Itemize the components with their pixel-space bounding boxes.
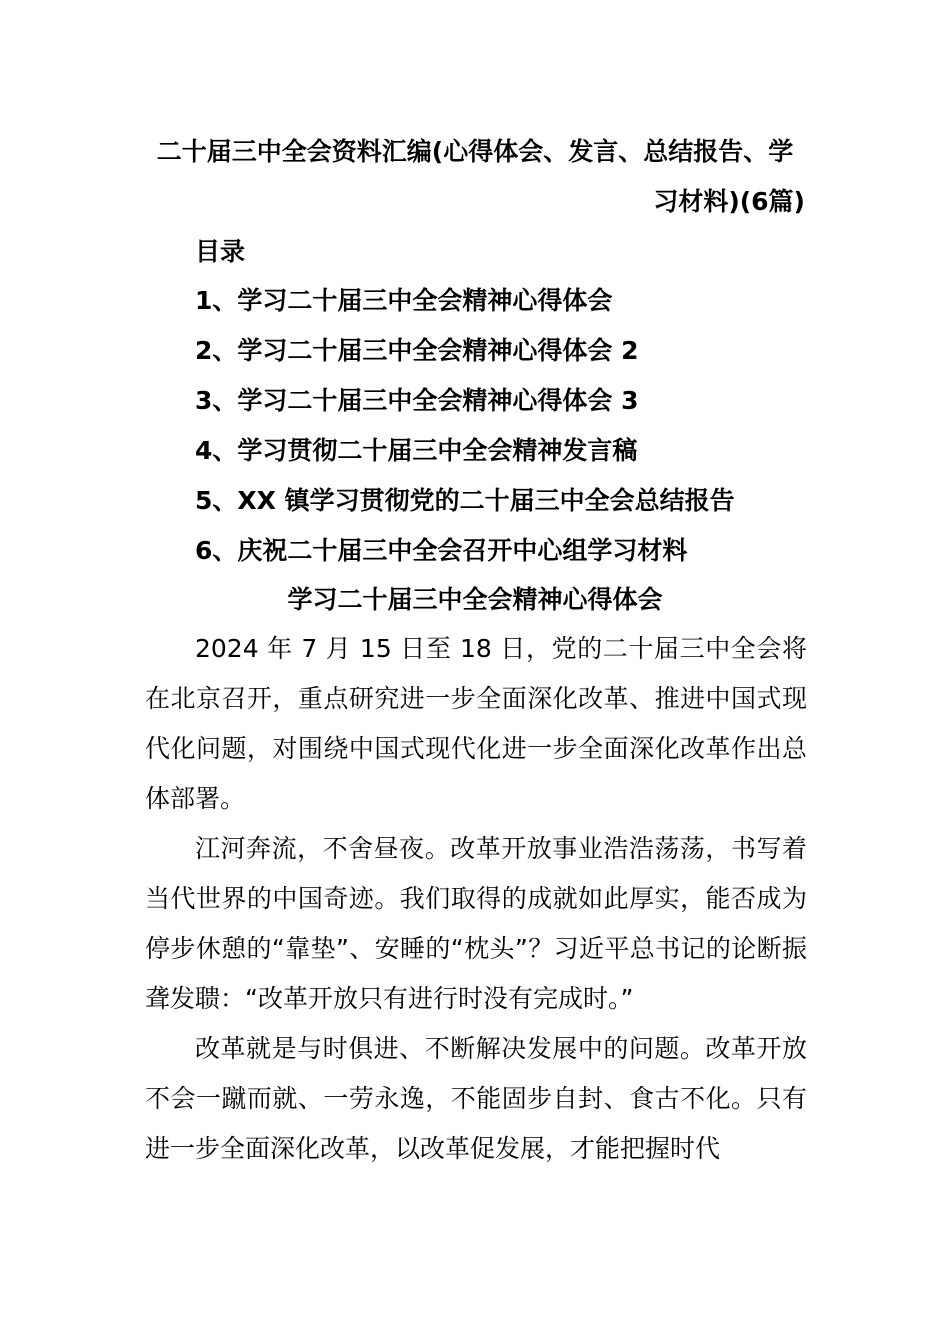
table-of-contents (195, 276, 735, 576)
toc-heading: 目录 (195, 237, 246, 266)
body-text (145, 624, 807, 1174)
toc-item: 1、学习二十届三中全会精神心得体会 (195, 286, 613, 315)
toc-item: 2、学习二十届三中全会精神心得体会 2 (195, 336, 639, 365)
toc-item: 3、学习二十届三中全会精神心得体会 3 (195, 386, 639, 415)
paragraph: 改革就是与时俱进、不断解决发展中的问题。改革开放不会一蹴而就、一劳永逸，不能固步自封、食古不化。只有进一步全面深化改革，以改革促发展，才能把握时代 (145, 1034, 807, 1163)
document-title (145, 127, 805, 227)
toc-item: 4、学习贯彻二十届三中全会精神发言稿 (195, 436, 638, 465)
paragraph: 2024 年 7 月 15 日至 18 日，党的二十届三中全会将在北京召开，重点研究进一步全面深化改革、推进中国式现代化问题，对围绕中国式现代化进一步全面深化改革作出总体部署。 (145, 634, 807, 813)
document-title-line2: 习材料)(6篇) (653, 187, 805, 216)
section-title: 学习二十届三中全会精神心得体会 (287, 585, 663, 614)
paragraph: 江河奔流，不舍昼夜。改革开放事业浩浩荡荡，书写着当代世界的中国奇迹。我们取得的成就如此厚实，能否成为停步休憩的“靠垫”、安睡的“枕头”？习近平总书记的论断振聋发聩：“改革开放只有进行时没有完成时。” (145, 834, 807, 1013)
toc-item: 6、庆祝二十届三中全会召开中心组学习材料 (195, 536, 688, 565)
toc-item: 5、XX 镇学习贯彻党的二十届三中全会总结报告 (195, 486, 735, 515)
document-title-line1: 二十届三中全会资料汇编(心得体会、发言、总结报告、学 (156, 137, 794, 166)
